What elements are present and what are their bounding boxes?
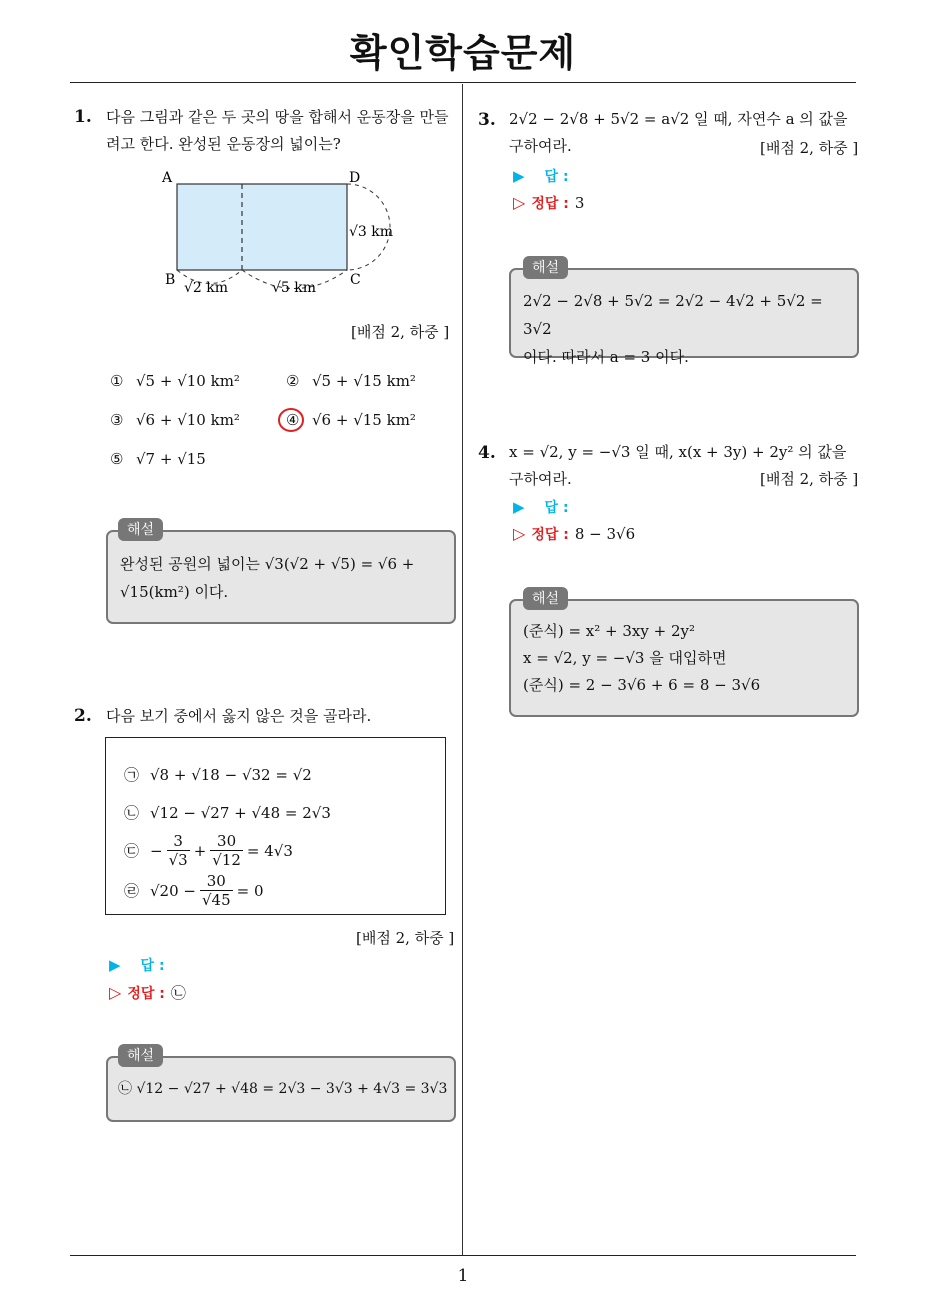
q3-answer-row[interactable] (513, 166, 569, 186)
hint-line: 이다. 따라서 a = 3 이다. (523, 348, 689, 366)
q3-correct-row (513, 193, 584, 213)
q2-number: 2. (74, 706, 92, 726)
q4-hint-body (523, 618, 849, 699)
q2-answer-row[interactable] (109, 955, 165, 975)
choice-number: ④ (286, 411, 300, 429)
choice-number: ① (110, 372, 124, 390)
minus-sign: − (150, 841, 163, 860)
q2-hint-body (118, 1075, 448, 1103)
page-title: 확인학습문제 (349, 31, 577, 75)
header-rule (70, 82, 856, 83)
expr-tail: = 0 (236, 881, 264, 900)
q1-line1: 다음 그림과 같은 두 곳의 땅을 합해서 운동장을 만들 (106, 108, 449, 126)
option-key: ㉣ (124, 882, 140, 900)
page-number: 1 (457, 1266, 469, 1286)
correct-marker-icon: ▷ (109, 983, 122, 1002)
correct-label: 정답 : (531, 196, 569, 212)
label-bottom-left: √2 km (184, 280, 229, 296)
q4-line2: 구하여라. (509, 470, 572, 488)
q1-line2: 려고 한다. 완성된 운동장의 넓이는? (106, 135, 341, 153)
q1-choice-5[interactable] (110, 450, 206, 468)
q2-correct-row (109, 982, 186, 1003)
hint-line: (준식) = x² + 3xy + 2y² (523, 622, 695, 640)
hint-line: (준식) = 2 − 3√6 + 6 = 8 − 3√6 (523, 676, 761, 694)
answer-marker-icon: ▶ (513, 498, 525, 516)
correct-label: 정답 : (127, 986, 165, 1002)
fraction (210, 832, 243, 869)
q2-option-a (124, 764, 312, 785)
choice-text: √6 + √10 km² (136, 411, 240, 429)
q3-number: 3. (478, 110, 496, 130)
correct-value: 8 − 3√6 (574, 525, 636, 543)
q4-hint-tag: 해설 (523, 587, 568, 610)
q2-option-b (124, 802, 331, 823)
correct-marker-icon: ▷ (513, 193, 526, 212)
option-expr: √12 − √27 + √48 = 2√3 (150, 804, 331, 822)
hint-line: x = √2, y = −√3 을 대입하면 (523, 649, 727, 667)
frac-num: 3 (173, 832, 183, 850)
correct-value: ㉡ (170, 984, 186, 1002)
q2-options-box (105, 737, 446, 915)
answer-label: 답 : (140, 958, 165, 974)
choice-number: ⑤ (110, 450, 124, 468)
q1-choice-2[interactable] (286, 372, 416, 390)
q1-figure (150, 162, 410, 302)
q3-line1: 2√2 − 2√8 + 5√2 = a√2 일 때, 자연수 a 의 값을 (509, 110, 848, 128)
q3-hint-tag: 해설 (523, 256, 568, 279)
selected-choice-circle-icon (276, 405, 306, 435)
hint-line: 2√2 − 2√8 + 5√2 = 2√2 − 4√2 + 5√2 = 3√2 (523, 292, 823, 338)
frac-den: √3 (168, 851, 188, 869)
q3-score: [배점 2, 하중 ] (760, 139, 859, 157)
frac-den: √12 (212, 851, 241, 869)
q4-correct-row (513, 524, 635, 544)
frac-num: 30 (217, 832, 237, 850)
q1-hint-tag: 해설 (118, 518, 163, 541)
q4-answer-row[interactable] (513, 497, 569, 517)
hint-line: 완성된 공원의 넓이는 √3(√2 + √5) = √6 + (120, 555, 415, 573)
correct-value: 3 (574, 194, 585, 212)
q2-option-d (124, 872, 264, 909)
q4-number: 4. (478, 443, 496, 463)
q1-number: 1. (74, 107, 92, 127)
hint-line: √15(km²) 이다. (120, 583, 229, 601)
frac-den: √45 (201, 891, 231, 909)
fraction (167, 832, 190, 869)
option-key: ㉢ (124, 842, 140, 860)
q3-hint-box (509, 268, 859, 366)
vertex-c: C (350, 272, 361, 288)
answer-label: 답 : (544, 500, 569, 516)
label-right: √3 km (349, 224, 394, 240)
q1-text (106, 104, 448, 158)
expr-tail: = 4√3 (246, 841, 293, 860)
q4-hint-box (509, 599, 859, 717)
choice-text: √5 + √15 km² (312, 372, 416, 390)
q3-line2: 구하여라. (509, 137, 572, 155)
expr-pre: √20 − (150, 881, 196, 900)
q2-option-c (124, 832, 293, 869)
q2-text: 다음 보기 중에서 옳지 않은 것을 골라라. (106, 707, 372, 725)
q1-hint-box (106, 530, 456, 624)
hint-line: ㉡ √12 − √27 + √48 = 2√3 − 3√3 + 4√3 = 3√3 (118, 1081, 448, 1097)
label-bottom-right: √5 km (272, 280, 317, 296)
vertex-a: A (162, 170, 173, 186)
q1-choice-1[interactable] (110, 372, 240, 390)
vertex-d: D (349, 170, 361, 186)
q2-score: [배점 2, 하중 ] (356, 929, 455, 947)
column-divider (462, 84, 463, 1256)
plus-sign: + (193, 841, 207, 860)
option-key: ㉡ (124, 804, 140, 822)
choice-number: ② (286, 372, 300, 390)
option-key: ㉠ (124, 766, 140, 784)
q3-hint-body (523, 287, 849, 371)
answer-marker-icon: ▶ (109, 956, 121, 974)
field-rect (177, 184, 347, 270)
q4-line1: x = √2, y = −√3 일 때, x(x + 3y) + 2y² 의 값을 (509, 443, 847, 461)
choice-text: √7 + √15 (136, 450, 206, 468)
vertex-b: B (165, 272, 176, 288)
q1-choice-3[interactable] (110, 411, 240, 429)
q4-score: [배점 2, 하중 ] (760, 470, 859, 488)
footer-rule (70, 1255, 856, 1256)
correct-label: 정답 : (531, 527, 569, 543)
answer-label: 답 : (544, 169, 569, 185)
q1-hint-body (120, 550, 446, 606)
choice-number: ③ (110, 411, 124, 429)
answer-marker-icon: ▶ (513, 167, 525, 185)
q2-hint-tag: 해설 (118, 1044, 163, 1067)
correct-marker-icon: ▷ (513, 524, 526, 543)
option-expr: √8 + √18 − √32 = √2 (150, 766, 312, 784)
frac-num: 30 (206, 872, 226, 890)
fraction (200, 872, 233, 909)
q1-score: [배점 2, 하중 ] (351, 323, 450, 341)
choice-text: √6 + √15 km² (312, 411, 416, 429)
choice-text: √5 + √10 km² (136, 372, 240, 390)
